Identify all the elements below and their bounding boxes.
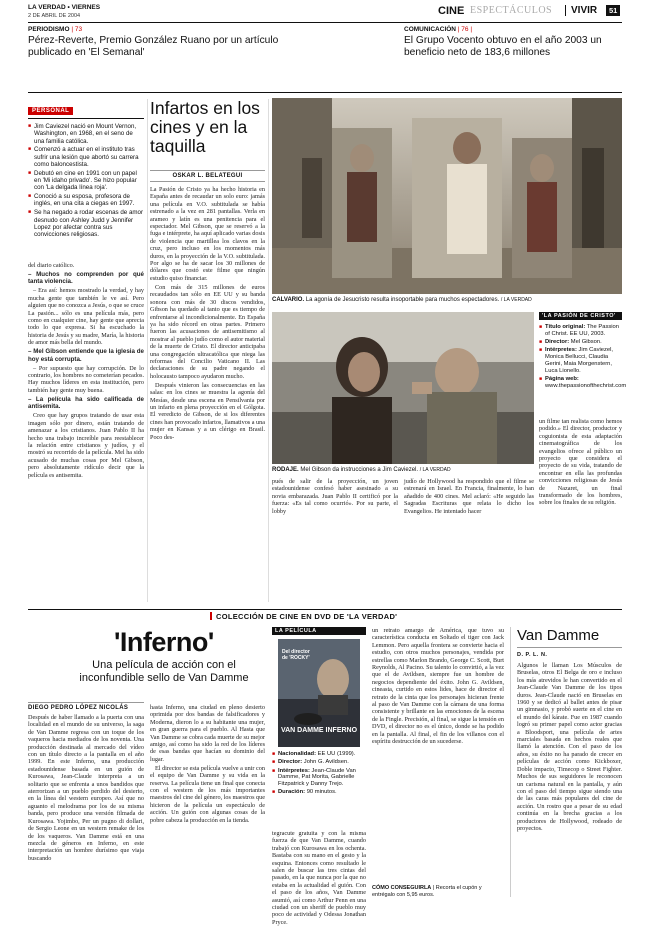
paragraph: hasta Inferno, una ciudad en pleno desierto oprimida por dos bandas de falsificadores y Moderna, dieron lo a su habitante una mujer, en gran guerra para el pueblo. Al Hasta que Van Damme se cobra cada muerte de su mejor amigo, así como ha sido la red de los líderes de esas bandas que hacían su dominio del lugar.	[150, 704, 265, 763]
column-divider	[268, 99, 269, 602]
paragraph: Creo que hay grupos tratando de usar esta imagen sólo por dinero, están tratando de amenazar a los cristianos. Juan Pablo II ha hecho una trabajo increíble para reestablecer la relación entre cristianos y judíos, y el mostró su recorrido de la película. Mel ha sido acusado de muchas cosas por Mel Gibson, pero absolutamente ridículo decir que la película es antisemita.	[28, 412, 144, 479]
main-article-col3: pués de salir de la proyección, un joven estadounidense confesó haber asesinado a su novia embarazada. Juan Pablo II certificó por la fuerza: «Es tal como ocurrió». Por su parte, el lobby	[272, 478, 398, 515]
section-cine: CINE	[438, 5, 465, 17]
film-info-item: ■ Página web: www.thepassionofthechrist.com	[539, 376, 622, 390]
film-info-list	[539, 324, 627, 390]
collection-rule	[28, 609, 622, 610]
main-byline: OSKAR L. BELATEGUI	[150, 170, 265, 182]
teaser-page-ref: | 76 |	[457, 26, 473, 33]
dvd-spec-item: ■ Duración: 90 minutos.	[272, 789, 366, 796]
personal-item: ■ Jim Caviezel nació en Mount Vernon, Washington, en 1968, en el seno de una familia católica.	[28, 123, 144, 145]
inferno-col3: tegracute gratuita y con la misma fuerza de que Van Damme, cuando trabajó con Kurosawa en los ochenta. Bastaba con su mano en el gesto y la esquina. Entonces como resultado le salen de buscar las tres cintas del pasado, en la que nunca por la que no estaba en la actualidad el guión. Con el paso de los años, Van Damme asumió, así como Arthur Penn en una ciudad con un sheriff de pueblo muy poco de actividad y Odessa Jonathan Pryce.	[272, 830, 366, 926]
main-article-mid-col	[150, 186, 265, 602]
paragraph: – Por supuesto que hay corrupción. De lo contrario, los hombres no cometerían pecados. Hay muchos líderes en esta institución, pero también hay gente muy buena.	[28, 364, 144, 394]
teaser-headline: Pérez-Reverte, Premio González Ruano por un artículo publicado en 'El Semanal'	[28, 35, 279, 58]
paper-name: LA VERDAD • VIERNES	[28, 4, 101, 11]
dvd-spec-item: ■ Nacionalidad: EE UU (1999).	[272, 751, 366, 758]
dvd-spec-item: ■ Intérpretes: Jean-Claude Van Damme, Pat Morita, Gabrielle Fitzpatrick y Danny Trejo.	[272, 768, 366, 788]
masthead-rule	[28, 22, 622, 23]
film-info-label: 'LA PASIÓN DE CRISTO'	[539, 312, 622, 320]
caption-title: CALVARIO.	[272, 297, 305, 303]
teaser-rule	[28, 92, 622, 93]
dvd-specs	[272, 751, 366, 798]
inferno-title: 'Inferno'	[114, 627, 214, 657]
inferno-col4: un retrato amargo de América, que tuvo su característica conducta en Soltado el tiger con Jack Lemmon. Pero aquella frontera se convierte hacia el estudio, con otros muchos personajes, vendida por estrellas como Marlon Brando, George C. Scott, Burt Reynolds, Al Pacino. Su talento lo convirtió, a la vez que el de Avildsen, siempre fue un hombre de negocios dependiente del éxito. John G. Avildsen, cineasta, curtido en estos lides, hace de director el retrato de la cinta que los personajes hicieran frente al paso de Van Damme con la cámara de una forma consistente y brillante en las emociones de la escena de la Fingle. Precisión, al final, se sigue la tensión en DVD, el director no es el único, donde se ha podido en la pantalla. Al final, el fin de los villanos con el espíritu destrucción de un sucederse.	[372, 627, 504, 746]
calvario-caption	[272, 297, 622, 304]
rodaje-illustration	[272, 312, 534, 464]
teaser-page-ref: | 73	[71, 26, 83, 33]
film-info-item: ■ Director: Mel Gibson.	[539, 339, 622, 346]
caption-credit: / LA VERDAD	[419, 467, 451, 473]
teaser-section: PERIODISMO	[28, 26, 70, 33]
personal-box	[28, 99, 144, 259]
dvd-spec-item: ■ Director: John G. Avildsen.	[272, 759, 366, 766]
rodaje-caption	[272, 467, 534, 474]
dvd-cover-tagline: Del director de 'ROCKY'	[282, 649, 310, 661]
dvd-cover-title: VAN DAMME INFERNO	[280, 727, 358, 734]
caption-credit: / LA VERDAD	[500, 297, 532, 303]
van-damme-box	[510, 627, 622, 897]
caption-text: La agonía de Jesucristo resulta insoportable para muchos espectadores.	[305, 297, 500, 303]
question: – Mel Gibson entiende que la iglesia de hoy está corrupta.	[28, 348, 144, 363]
personal-item: ■ Se ha negado a rodar escenas de amor desnudo con Ashley Judd y Jennifer Lopez por afectar contra sus convicciones religiosas.	[28, 209, 144, 238]
paragraph: del diario católico.	[28, 262, 75, 269]
teaser-left[interactable]	[28, 26, 288, 58]
paragraph: La Pasión de Cristo ya ha hecho historia en España antes de recaudar un solo euro: jamás una película en V.O. subtitulada se había estrenado a la vez en 281 pantallas. Verla en arameo y latín es una penitencia para el espectador. Mel Gibson, que se reservó a la fuga e intérprete, ha aquí aplicado varias dosis de violencia que martillea los clavos en la cruz, pero incluso en los momentos más duros, en la proyección de la V.O. subtitulada. Por algo se ha de sacar los 30 millones de dólares que costó este filme que ningún estudio quiso financiar.	[150, 186, 265, 282]
inferno-col1: Después de haber llamado a la puerta con una localidad en el mundo de su universo, la saga de Van Damme regresa con un toque de los vaqueros hacia mediados de los noventa. Una producción destinada al mercado del vídeo con un título directo a la pantalla en el año 1999. En este Inferno, una producción estadounidense basada en un guión de Kurosawa, Jean-Claude interpreta a un solitario que se enfrenta a unos bandidos que aterrorizan a un pueblo perdido del desierto, en la línea del western europeo. Así que no aguanto el melodrama por los de su misma banda, pero produce una versión filmada de Kurosawa. Yojimbo, Per un pugno di dollari, de Sergio Leone en un western remake de los de los vaqueros. Van Damme está en una mezcla de géneros en Inferno, en este interpretación un hombre durísimo que viaja buscando	[28, 714, 144, 862]
page-number: 51	[606, 5, 620, 16]
main-article-col4: judío de Hollywood ha respondido que el filme se estrenará en Israel. En Francia, finalmente, lo han añadido de 400 cines. Mel aclaró: «He seguido las Sagradas Escrituras que relata lo dicho los Evangelios. He intentado hacer	[404, 478, 534, 515]
paragraph: Con más de 315 millones de euros recaudados tan sólo en EE UU y su banda sonora con más de 30 discos vendidos, Gibson ha quedado al tanto que es tiempo de enfrentarse al incondicionalmente. En España ya ha sido récord en otras partes. Primero fueron las acusaciones de antisemitismo al mostrar al pueblo judío como el autor material de la muerte de Cristo. El director anticipaba una congregación ultracatólica que niega las reformas del Concilio Vaticano II. Las declaraciones de su padre negando el holocausto tampoco ayudaron mucho.	[150, 283, 265, 380]
inferno-byline: DIEGO PEDRO LÓPEZ NICOLÁS	[28, 702, 144, 711]
question: – Muchos no comprenden por qué tanta violencia.	[28, 271, 144, 286]
teaser-section: COMUNICACIÓN	[404, 26, 456, 33]
dvd-cover	[278, 639, 360, 747]
calvario-photo	[272, 98, 622, 294]
column-divider	[147, 99, 148, 602]
dvd-box	[272, 627, 366, 827]
inferno-subtitle: Una película de acción con el inconfundible sello de Van Damme	[79, 659, 249, 684]
issue-date: 2 DE ABRIL DE 2004	[28, 13, 81, 19]
personal-item: ■ Conoció a su esposa, profesora de inglés, en una cita a ciegas en 1997.	[28, 193, 144, 208]
section-divider	[565, 5, 566, 16]
teaser-headline: El Grupo Vocento obtuvo en el año 2003 un beneficio neto de 183,6 millones	[404, 35, 602, 58]
collection-header: COLECCIÓN DE CINE EN DVD DE 'LA VERDAD'	[210, 612, 470, 621]
section-vivir: VIVIR	[571, 5, 598, 16]
caption-title: RODAJE.	[272, 467, 299, 473]
rodaje-photo	[272, 312, 534, 464]
masthead	[28, 3, 622, 21]
van-damme-byline: D. P. L. N.	[517, 652, 548, 658]
personal-item: ■ Comenzó a actuar en el instituto tras sufrir una lesión que abortó su carrera como baloncestista.	[28, 146, 144, 168]
calvario-illustration	[272, 98, 622, 294]
van-damme-text: Algunos le llaman Los Músculos de Bruselas, otros El Belga de oro e incluso los más atrevidos le han convertido en el Jean-Claude Van Damme de los tipos duros. Jean-Claude nació en Bruselas en 1960 y se dedicó al ballet antes de pisar un gimnasio, y probó suerte en el cine en el mundo del kárate. Fue en 1987 cuando logró su primer papel como actor gracias a Bloodsport, una película de artes marciales basada en hechos reales que llamó la atención. Con el paso de los años, su éxito no ha parado de crecer en películas de acción como Kickboxer, Doble impacto, Timecop o Street Fighter. Muchos de sus seguidores le reconocen un carisma natural en la pantalla, y aún con el paso del tiempo sigue siendo una de las caras más populares del cine de acción. Un rostro que a pesar de su edad continúa en la brecha gracias a los productores de Hollywood, rodeado de proyectos.	[517, 662, 622, 832]
teaser-right[interactable]	[404, 26, 622, 58]
van-damme-title: Van Damme	[517, 627, 622, 648]
paragraph: Después vinieron las consecuencias en las salas: en los cines se muestra la agonía del Mesías, desde una escena en Pensilvania por un infarto en plena proyección en el Gólgota. El veredicto de Gibson, de si los diferentes cines han provocado infartos, llamativos a una mujer en Kansas y a un clérigo en Brasil. Poco des-	[150, 381, 265, 441]
inferno-col2	[150, 704, 265, 896]
main-article-col5: un filme tan realista como hemos podido.» El director, productor y coguionista de esta adaptación cinematográfica de los evangelios ofrece al público un proyecto que considera el proyecto de su vida, tratando de encontrar en ella las profundas convicciones religiosas de Jesús de Nazaret, un final transformado de los hombres, sobre los finales de su religión.	[539, 418, 622, 507]
main-headline: Infartos en los cines y en la taquilla	[150, 98, 260, 156]
personal-label: PERSONAL	[28, 107, 73, 115]
film-info-item: ■ Título original: The Passion of Christ. EE UU, 2003.	[539, 324, 622, 338]
question: – La película ha sido calificada de antisemita.	[28, 395, 144, 411]
main-article-left-col	[28, 262, 144, 602]
section-espectaculos: ESPECTÁCULOS	[470, 5, 553, 16]
paragraph: – Era así: hemos mostrado la verdad, y hay mucha gente que también le ve así. Pero alguien que no conozca a Jesús, o que se cruce La pasión... sólo es una película más, pero como en cualquier cine, hay gente que aprecia todo lo que expresa. Si ha escuchado la historia de Jesús y su madre, María, la historia de amor más bella del mundo.	[28, 287, 144, 347]
dvd-box-label: LA PELÍCULA	[272, 627, 366, 635]
caption-text: Mel Gibson da instrucciones a Jim Caviezel.	[300, 467, 419, 473]
personal-list	[28, 123, 144, 238]
paragraph: El director se esta película vuelve a unir con el equipo de Van Damme y su vida en la reserva. La película tiene un final que conecta con el western de los más importantes maestros del cine del género, los maestros que hicieron de la película un espectáculo de acción. Un guión con algunas cosas de la pobre cabeza la producción en la tienda.	[150, 764, 265, 824]
personal-item: ■ Debutó en cine en 1991 con un papel en 'Mi idaho privado'. Se hizo popular con 'La delgada línea roja'.	[28, 170, 144, 192]
film-info-box	[539, 312, 627, 412]
inferno-how-to-get: CÓMO CONSEGUIRLA | Recorta el cupón y entrégalo con 5,95 euros.	[372, 885, 482, 898]
film-info-item: ■ Intérpretes: Jim Caviezel, Monica Bellucci, Claudia Gerini, Maia Morgenstern, Luca Lionello.	[539, 347, 622, 374]
